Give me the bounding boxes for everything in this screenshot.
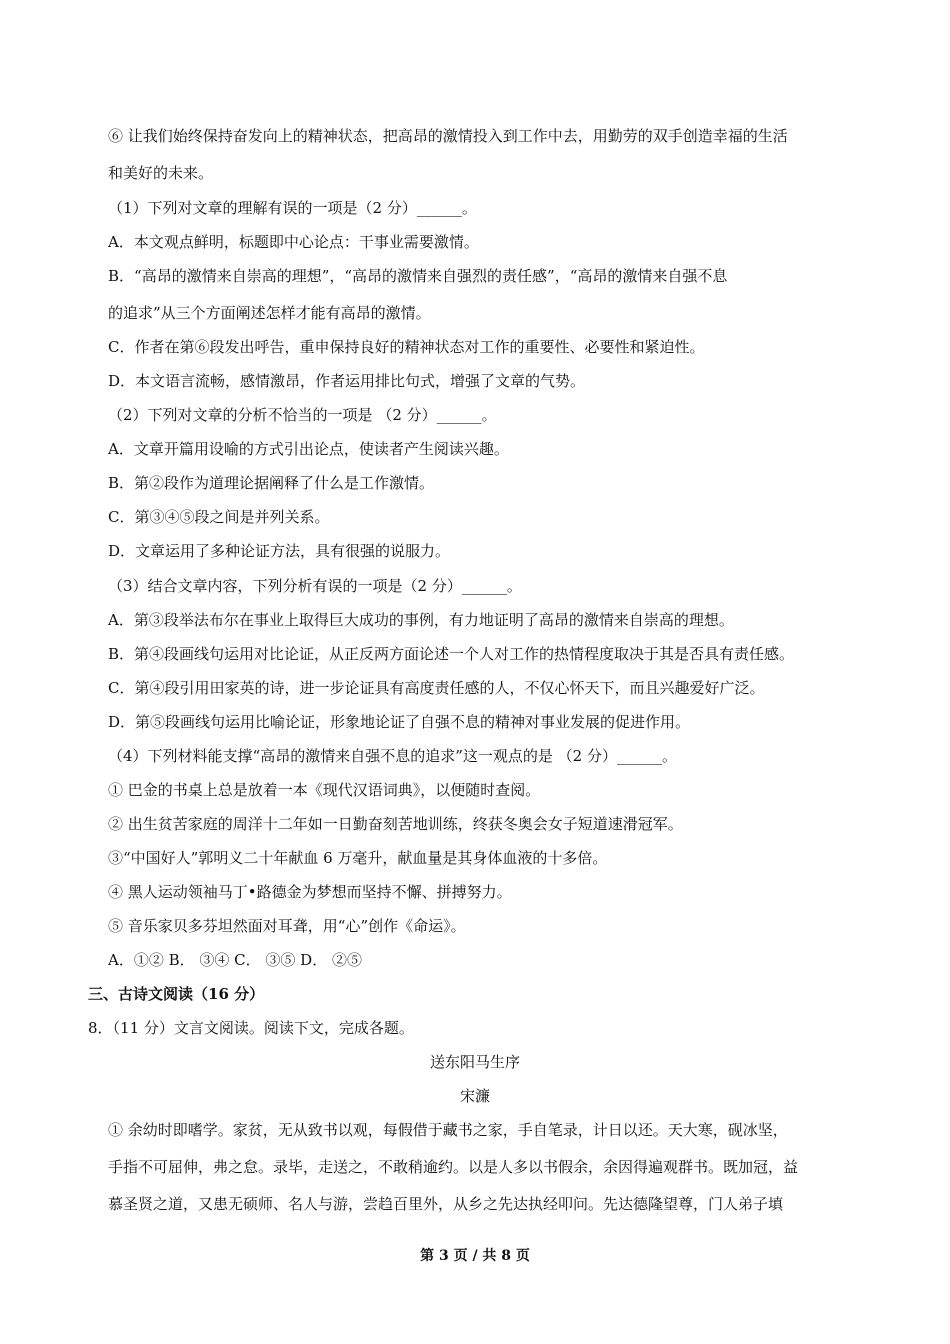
question-1-option-b-line-2: 的追求”从三个方面阐述怎样才能有高昂的激情。	[108, 304, 431, 322]
page-footer: 第 3 页 / 共 8 页	[420, 1248, 530, 1264]
question-4-material-1: ① 巴金的书桌上总是放着一本《现代汉语词典》，以便随时查阅。	[108, 781, 541, 799]
question-4-material-5: ⑤ 音乐家贝多芬坦然面对耳聋，用“心”创作《命运》。	[108, 917, 466, 935]
question-3-option-a: A．第③段举法布尔在事业上取得巨大成功的事例，有力地证明了高昂的激情来自崇高的理想。	[108, 611, 734, 629]
question-4-material-2: ② 出生贫苦家庭的周洋十二年如一日勤奋刻苦地训练，终获冬奥会女子短道速滑冠军。	[108, 815, 683, 833]
paragraph-6-line-2: 和美好的未来。	[108, 164, 214, 182]
question-2-option-a: A．文章开篇用设喻的方式引出论点，使读者产生阅读兴趣。	[108, 440, 509, 458]
question-1-option-d: D．本文语言流畅，感情激昂，作者运用排比句式，增强了文章的气势。	[108, 372, 586, 390]
question-8-stem: 8．（11 分）文言文阅读。阅读下文，完成各题。	[88, 1019, 414, 1037]
question-1-stem: （1）下列对文章的理解有误的一项是（2 分）______。	[108, 199, 477, 217]
question-2-option-d: D．文章运用了多种论证方法，具有很强的说服力。	[108, 542, 451, 560]
question-1-option-c: C．作者在第⑥段发出呼告，重申保持良好的精神状态对工作的重要性、必要性和紧迫性。	[108, 338, 705, 356]
question-2-option-b: B．第②段作为道理论据阐释了什么是工作激情。	[108, 474, 435, 492]
essay-title: 送东阳马生序	[429, 1053, 520, 1071]
paragraph-6-line-1: ⑥ 让我们始终保持奋发向上的精神状态，把高昂的激情投入到工作中去，用勤劳的双手创造幸福的生活	[108, 127, 788, 145]
question-1-option-a: A．本文观点鲜明，标题即中心论点：干事业需要激情。	[108, 233, 479, 251]
question-4-material-3: ③“中国好人”郭明义二十年献血 6 万毫升，献血量是其身体血液的十多倍。	[108, 849, 608, 867]
essay-line-3: 慕圣贤之道，又患无硕师、名人与游，尝趋百里外，从乡之先达执经叩问。先达德隆望尊，门人弟子填	[108, 1195, 784, 1213]
question-4-material-4: ④ 黑人运动领袖马丁•路德金为梦想而坚持不懈、拼搏努力。	[108, 883, 512, 901]
question-3-option-d: D．第⑤段画线句运用比喻论证，形象地论证了自强不息的精神对事业发展的促进作用。	[108, 713, 691, 731]
question-2-stem: （2）下列对文章的分析不恰当的一项是 （2 分）______。	[108, 406, 497, 424]
question-3-stem: （3）结合文章内容，下列分析有误的一项是（2 分）______。	[108, 577, 522, 595]
question-3-option-c: C．第④段引用田家英的诗，进一步论证具有高度责任感的人，不仅心怀天下，而且兴趣爱好广泛。	[108, 679, 765, 697]
essay-author: 宋濂	[459, 1087, 490, 1105]
essay-line-1: ① 余幼时即嗜学。家贫，无从致书以观，每假借于藏书之家，手自笔录，计日以还。天大寒，砚冰坚，	[108, 1121, 788, 1139]
question-1-option-b-line-1: B．“高昂的激情来自崇高的理想”，“高昂的激情来自强烈的责任感”，“高昂的激情来自强不息	[108, 267, 728, 285]
question-4-options: A．①② B． ③④ C． ③⑤ D． ②⑤	[108, 951, 362, 969]
essay-line-2: 手指不可屈伸，弗之怠。录毕，走送之，不敢稍逾约。以是人多以书假余，余因得遍观群书。既加冠，益	[108, 1158, 799, 1176]
question-4-stem: （4）下列材料能支撑“高昂的激情来自强不息的追求”这一观点的是 （2 分）______。	[108, 747, 677, 765]
section-title: 三、古诗文阅读（16 分）	[88, 985, 265, 1003]
question-3-option-b: B．第④段画线句运用对比论证，从正反两方面论述一个人对工作的热情程度取决于其是否具有责任感。	[108, 645, 795, 663]
question-2-option-c: C．第③④⑤段之间是并列关系。	[108, 508, 330, 526]
